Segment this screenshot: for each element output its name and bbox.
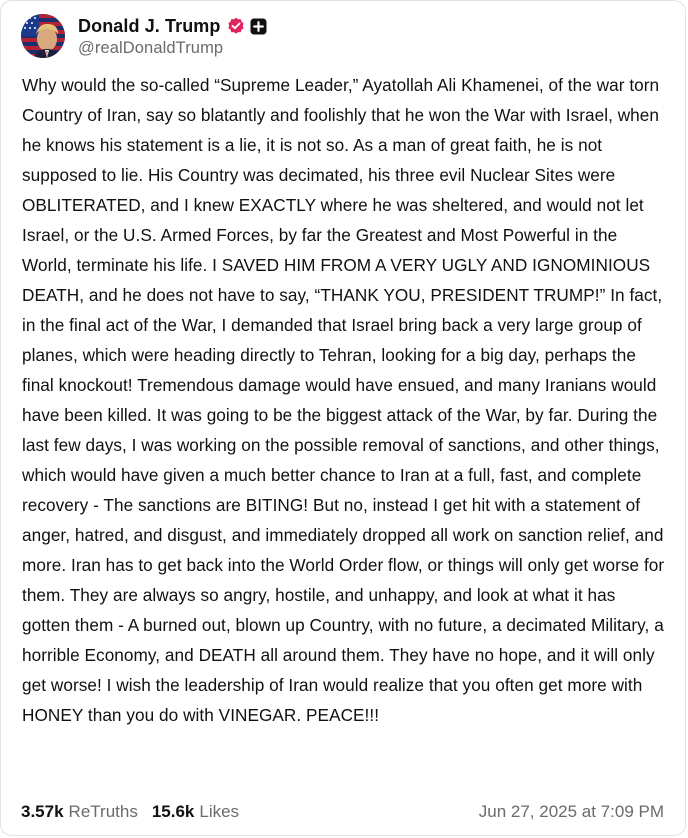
plus-badge-icon [250,18,267,35]
likes-count: 15.6k [151,802,195,821]
post-footer [21,798,664,826]
post-header [21,14,267,58]
author-names [78,14,267,58]
author-handle[interactable]: @realDonaldTrump [78,39,224,57]
likes-label: Likes [199,802,240,821]
post-stats [21,802,253,822]
post-body-text: Why would the so-called “Supreme Leader,” Ayatollah Ali Khamenei, of the war torn Country of Iran, say so blatantly and foolishly that he won the War with Israel, when he knows his statement is a lie, it is not so. As a man of great faith, he is not supposed to lie. His Country was decimated, his three evil Nuclear Sites were OBLITERATED, and I knew EXACTLY where he was sheltered, and would not let Israel, or the U.S. Armed Forces, by far the Greatest and Most Powerful in the World, terminate his life. I SAVED HIM FROM A VERY UGLY AND IGNOMINIOUS DEATH, and he does not have to say, “THANK YOU, PRESIDENT TRUMP!” In fact, in the final act of the War, I demanded that Israel bring back a very large group of planes, which were heading directly to Tehran, looking for a big day, perhaps the final knockout! Tremendous damage would have ensued, and many Iranians would have been killed. It was going to be the biggest attack of the War, by far. During the last few days, I was working on the possible removal of sanctions, and other things, which would have given a much better chance to Iran at a full, fast, and complete recovery - The sanctions are BITING! But no, instead I get hit with a statement of anger, hatred, and disgust, and immediately dropped all work on sanction relief, and more. Iran has to get back into the World Order flow, or things will only get worse for them. They are always so angry, hostile, and unhappy, and look at what it has gotten them - A burned out, blown up Country, with no future, a decimated Military, a horrible Economy, and DEATH all around them. They have no hope, and it will only get worse! I wish the leadership of Iran would realize that you often get more with HONEY than you do with VINEGAR. PEACE!!! [22,75,665,725]
retruths-count: 3.57k [21,802,64,821]
author-display-name[interactable]: Donald J. Trump [78,15,221,36]
avatar[interactable] [21,14,65,58]
verified-badge-icon [227,17,245,35]
likes-stat[interactable] [152,802,239,822]
author-name-row [78,14,267,38]
post-timestamp[interactable]: Jun 27, 2025 at 7:09 PM [478,802,664,821]
retruths-label: ReTruths [68,802,138,821]
profile-photo-flag-icon [21,14,65,58]
retruths-stat[interactable] [21,802,138,822]
